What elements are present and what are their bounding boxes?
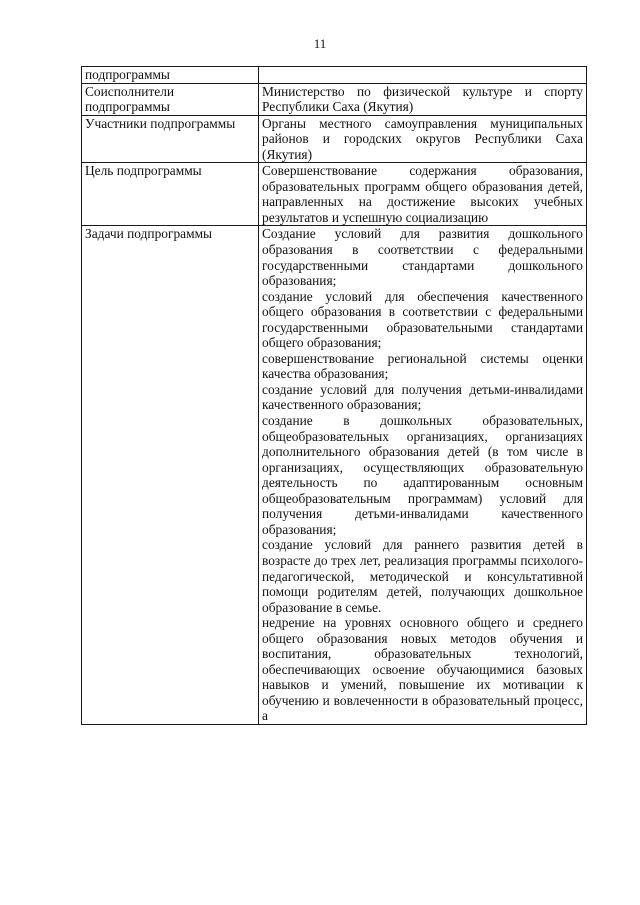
row-content-cell bbox=[259, 67, 587, 84]
table-row bbox=[82, 67, 587, 84]
task-paragraph: Создание условий для развития дошкольного образования в соответствии с федеральными государственными стандартами дошкольного образования; bbox=[262, 226, 583, 289]
row-content-cell bbox=[259, 226, 587, 725]
row-content-paragraph: Совершенствование содержания образования, образовательных программ общего образования детей, направленных на достижение высоких учебных результатов и успешную социализацию bbox=[262, 163, 583, 225]
subprogram-passport-table bbox=[81, 66, 587, 725]
row-label-cell bbox=[82, 115, 259, 163]
row-content-cell bbox=[259, 83, 587, 115]
page-number: 11 bbox=[313, 36, 327, 51]
row-label: Соисполнители подпрограммы bbox=[85, 83, 175, 115]
table-row bbox=[82, 163, 587, 226]
table-row bbox=[82, 115, 587, 163]
task-paragraph: недрение на уровнях основного общего и среднего общего образования новых методов обучения и воспитания, образовательных технологий, обеспечивающих освоение обучающимися базовых навыков и умений, повышение их мотивации к обучению и вовлеченности в образовательный процесс, а bbox=[262, 615, 583, 724]
row-content-paragraph: Органы местного самоуправления муниципальных районов и городских округов Республики Саха (Якутия) bbox=[262, 115, 583, 162]
row-content-paragraph: Министерство по физической культуре и спорту Республики Саха (Якутия) bbox=[262, 83, 583, 115]
row-label: подпрограммы bbox=[85, 67, 170, 82]
task-paragraph: создание в дошкольных образовательных, общеобразовательных организациях, организациях дополнительного образования детей (в том числе в организациях, осуществляющих образовательную деятельность по адаптированным основным общеобразовательным программам) условий для получения детьми-инвалидами качественного образования; bbox=[262, 413, 583, 537]
row-content-paragraph bbox=[262, 67, 583, 83]
table-row bbox=[82, 83, 587, 115]
row-label-cell bbox=[82, 226, 259, 725]
task-paragraph: создание условий для получения детьми-инвалидами качественного образования; bbox=[262, 381, 583, 413]
task-paragraph: совершенствование региональной системы оценки качества образования; bbox=[262, 350, 583, 382]
row-content-cell bbox=[259, 163, 587, 226]
table-row bbox=[82, 226, 587, 725]
row-content-cell bbox=[259, 115, 587, 163]
row-label-cell bbox=[82, 67, 259, 84]
task-paragraph: создание условий для раннего развития детей в возрасте до трех лет, реализация программы психолого-педагогической, методической и консультативной помощи родителям детей, получающих дошкольное образование в семье. bbox=[262, 537, 583, 615]
task-paragraph: создание условий для обеспечения качественного общего образования в соответствии с федеральными государственными образовательными стандартами общего образования; bbox=[262, 288, 583, 351]
row-label-cell bbox=[82, 163, 259, 226]
row-label: Цель подпрограммы bbox=[85, 163, 202, 179]
row-label: Задачи подпрограммы bbox=[85, 226, 213, 242]
row-label: Участники подпрограммы bbox=[85, 115, 236, 131]
row-label-cell bbox=[82, 83, 259, 115]
